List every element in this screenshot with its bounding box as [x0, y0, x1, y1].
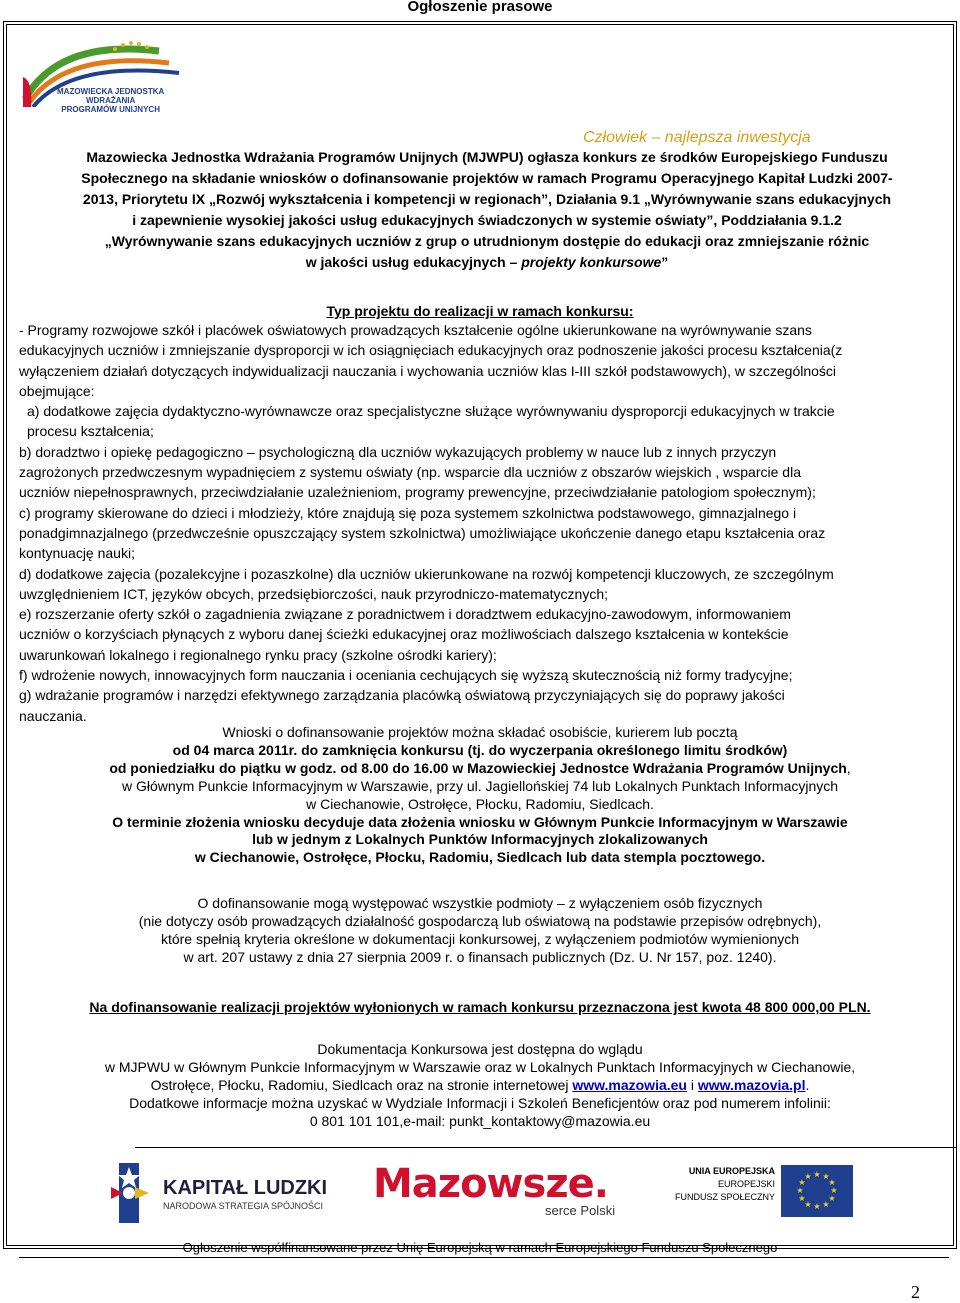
submission-line: lub w jednym z Lokalnych Punktów Informacyjnych zlokalizowanych — [252, 831, 708, 848]
footer-divider — [19, 1257, 949, 1258]
mazowsze-tagline: serce Polski — [545, 1203, 616, 1218]
body-line: uczniów niepełnosprawnych, przeciwdziałanie uzależnieniom, programy prewencyjne, przeciwdziałanie patologiom społecznym); — [19, 484, 816, 501]
mjwpu-logo-line3: PROGRAMÓW UNIJNYCH — [61, 105, 160, 114]
submission-info — [7, 724, 953, 867]
documentation-info — [7, 1041, 953, 1131]
body-line: - Programy rozwojowe szkół i placówek oświatowych prowadzących kształcenie ogólne ukierunkowane na wyrównywanie szans — [19, 322, 812, 338]
svg-text:★: ★ — [813, 1170, 821, 1179]
docs-text: Ostrołęce, Płocku, Radomiu, Siedlcach oraz na stronie internetowej — [150, 1076, 573, 1093]
body-line: e) rozszerzanie oferty szkół o zagadnienia związane z poradnictwem i doradztwem edukacyjno-zawodowym, informowaniem — [19, 606, 791, 623]
eu-flag-icon — [781, 1165, 853, 1217]
body-line: zagrożonych przedwczesnym wypadnięciem z systemu oświaty (np. wsparcie dla uczniów z obszarów wiejskich , wsparcie dla — [19, 464, 801, 481]
svg-text:★: ★ — [798, 1178, 806, 1187]
svg-text:★: ★ — [830, 1186, 838, 1195]
body-line: uczniów o korzyściach płynących z wyboru danej ścieżki edukacyjnej oraz możliwościach dalszego kształcenia w kontekście — [19, 626, 789, 643]
svg-text:★: ★ — [822, 1200, 830, 1209]
page-header-title: Ogłoszenie prasowe — [407, 0, 553, 15]
docs-line: 0 801 101 101,e-mail: punkt_kontaktowy@mazowia.eu — [309, 1112, 651, 1129]
project-type-heading: Typ projektu do realizacji w ramach konkursu: — [326, 303, 634, 319]
body-line: kontynuację nauki; — [19, 545, 135, 562]
svg-text:★: ★ — [804, 1172, 812, 1181]
eu-line1: UNIA EUROPEJSKA — [688, 1166, 775, 1176]
body-line: g) wdrażanie programów i narzędzi efektywnego zarządzania placówką oświatową przyczyniających się do poprawy jakości — [19, 687, 785, 704]
submission-line: Wnioski o dofinansowanie projektów można składać osobiście, kurierem lub pocztą — [222, 724, 738, 740]
announcement-frame — [3, 21, 957, 1255]
eligibility-info — [7, 895, 953, 967]
kapital-ludzki-star-icon — [101, 1163, 157, 1223]
intro-line: i zapewnienie wysokiej jakości usług edukacyjnych świadczonych w systemie oświaty”, Poddziałania 9.1.2 — [132, 212, 842, 228]
intro-announcement — [27, 147, 947, 273]
submission-line: w Głównym Punkcie Informacyjnym w Warszawie, przy ul. Jagiellońskiej 74 lub Lokalnych Punktach Informacyjnych — [121, 777, 839, 794]
svg-text:★: ★ — [828, 1178, 836, 1187]
docs-line — [7, 1077, 953, 1095]
svg-text:★: ★ — [804, 1200, 812, 1209]
docs-line: Dokumentacja Konkursowa jest dostępna do wglądu — [317, 1041, 643, 1057]
intro-line: „Wyrównywanie szans edukacyjnych uczniów z grup o utrudnionym dostępie do edukacji oraz zmniejszanie różnic — [104, 233, 870, 249]
intro-quote: ” — [661, 254, 669, 270]
mjwpu-logo-line2: WDRAŻANIA — [85, 96, 136, 105]
body-line: d) dodatkowe zajęcia (pozalekcyjne i pozaszkolne) dla uczniów ukierunkowane na rozwój kompetencji kluczowych, ze szczególnym — [19, 565, 834, 582]
intro-line: 2013, Priorytetu IX „Rozwój wykształcenia i kompetencji w regionach”, Działania 9.1 „Wyrównywanie szans edukacyjnych — [82, 191, 892, 207]
submission-line: w Ciechanowie, Ostrołęce, Płocku, Radomiu, Siedlcach lub data stempla pocztowego. — [194, 849, 766, 866]
mazovia-link[interactable]: www.mazovia.pl — [697, 1076, 806, 1093]
body-line: uwarunkowań lokalnego i regionalnego rynku pracy (szkolne ośrodki kariery); — [19, 646, 497, 663]
submission-comma: , — [846, 759, 851, 776]
eligibility-line: w art. 207 ustawy z dnia 27 sierpnia 2009 r. o finansach publicznych (Dz. U. Nr 157, poz. 1240). — [183, 948, 777, 965]
eu-logo — [673, 1165, 853, 1225]
eligibility-line: (nie dotyczy osób prowadzących działalność gospodarczą lub oświatową na podstawie przepisów odrębnych), — [138, 912, 822, 929]
eligibility-line: O dofinansowanie mogą występować wszystkie podmioty – z wyłączeniem osób fizycznych — [197, 895, 763, 911]
svg-text:★: ★ — [822, 1172, 830, 1181]
docs-text: i — [686, 1076, 698, 1093]
submission-line: w Ciechanowie, Ostrołęce, Płocku, Radomiu, Siedlcach. — [306, 795, 654, 812]
mazowsze-wordmark: Mazowsze. — [373, 1161, 608, 1207]
page-number: 2 — [911, 1282, 920, 1302]
docs-line: Dodatkowe informacje można uzyskać w Wydziale Informacji i Szkoleń Beneficjentów oraz pod numerem infolinii: — [129, 1094, 831, 1111]
mjwpu-logo-line1: MAZOWIECKA JEDNOSTKA — [57, 87, 165, 96]
slogan: Człowiek – najlepsza inwestycja — [583, 129, 811, 146]
intro-italic-text: projekty konkursowe — [521, 254, 662, 270]
kapital-ludzki-title: KAPITAŁ LUDZKI — [163, 1177, 328, 1199]
submission-line: O terminie złożenia wniosku decyduje data złożenia wniosku w Głównym Punkcie Informacyjnym w Warszawie — [112, 813, 848, 830]
body-line: wyłączeniem działań dotyczących indywidualizacji nauczania i wychowania uczniów klas I-III szkół podstawowych), w szczególności — [19, 362, 837, 379]
body-line: nauczania. — [19, 707, 87, 724]
eligibility-line: które spełnią kryteria określone w dokumentacji konkursowej, z wyłączeniem podmiotów wymienionych — [160, 930, 800, 947]
body-line: obejmujące: — [19, 382, 95, 399]
svg-text:★: ★ — [828, 1194, 836, 1203]
cofinancing-note: Ogłoszenie współfinansowane przez Unię Europejską w ramach Europejskiego Funduszu Społecznego — [182, 1240, 778, 1255]
body-line: procesu kształcenia; — [27, 423, 154, 440]
mazowia-link[interactable]: www.mazowia.eu — [572, 1076, 687, 1093]
svg-text:★: ★ — [798, 1194, 806, 1203]
eu-line3: FUNDUSZ SPOŁECZNY — [674, 1192, 775, 1202]
mazowsze-logo — [373, 1161, 633, 1225]
intro-line — [27, 252, 947, 273]
intro-line: Mazowiecka Jednostka Wdrażania Programów Unijnych (MJWPU) ogłasza konkurs ze środków Europejskiego Funduszu — [86, 149, 888, 165]
intro-line-text: w jakości usług edukacyjnych – — [305, 254, 522, 270]
body-line: b) doradztwo i opiekę pedagogiczno – psychologiczną dla uczniów wykazujących problemy w nauce lub z innych przyczyn — [19, 443, 777, 460]
body-line: c) programy skierowane do dzieci i młodzieży, które znajdują się poza systemem szkolnictwa podstawowego, gimnazjalnego i — [19, 504, 797, 521]
body-line: edukacyjnych uczniów i zmniejszanie dysproporcji w ich osiągnięciach edukacyjnych oraz podnoszenie jakości procesu kształcenia(z — [19, 342, 843, 359]
body-line: f) wdrożenie nowych, innowacyjnych form nauczania i oceniania cechujących się wyższą skutecznością niż formy tradycyjne; — [19, 667, 793, 684]
body-line: ponadgimnazjalnego (przedwcześnie opuszczający system szkolnictwa) umożliwiające ukończenie danego etapu kształcenia oraz — [19, 524, 826, 541]
submission-line: od 04 marca 2011r. do zamknięcia konkursu (tj. do wyczerpania określonego limitu środków) — [172, 741, 788, 758]
svg-text:★: ★ — [813, 1202, 821, 1211]
svg-text:★: ★ — [796, 1186, 804, 1195]
body-line: uwzględnieniem ICT, języków obcych, przedsiębiorczości, nauk przyrodniczo-matematycznych; — [19, 585, 609, 602]
docs-text: . — [805, 1076, 810, 1093]
kapital-ludzki-subtitle: NARODOWA STRATEGIA SPÓJNOŚCI — [163, 1201, 324, 1211]
logos-divider — [135, 1147, 957, 1148]
project-type-list — [19, 320, 939, 726]
body-line: a) dodatkowe zajęcia dydaktyczno-wyrównawcze oraz specjalistyczne służące wyrównywaniu dysproporcji edukacyjnych w trakcie — [27, 403, 835, 420]
submission-line — [7, 760, 953, 778]
kapital-ludzki-logo — [101, 1163, 351, 1223]
docs-line: w MJPWU w Głównym Punkcie Informacyjnym w Warszawie oraz w Lokalnych Punktach Informacyjnych w Ciechanowie, — [104, 1058, 856, 1075]
funding-amount: Na dofinansowanie realizacji projektów wyłonionych w ramach konkursu przeznaczona jest kwota 48 800 000,00 PLN. — [89, 999, 871, 1015]
mjwpu-logo — [19, 37, 189, 133]
intro-line: Społecznego na składanie wniosków o dofinansowanie projektów w ramach Programu Operacyjnego Kapitał Ludzki 2007- — [81, 170, 893, 186]
eu-line2: EUROPEJSKI — [717, 1179, 775, 1189]
submission-bold-text: od poniedziałku do piątku w godz. od 8.00 do 16.00 w Mazowieckiej Jednostce Wdrażania Programów Unijnych — [109, 759, 847, 776]
